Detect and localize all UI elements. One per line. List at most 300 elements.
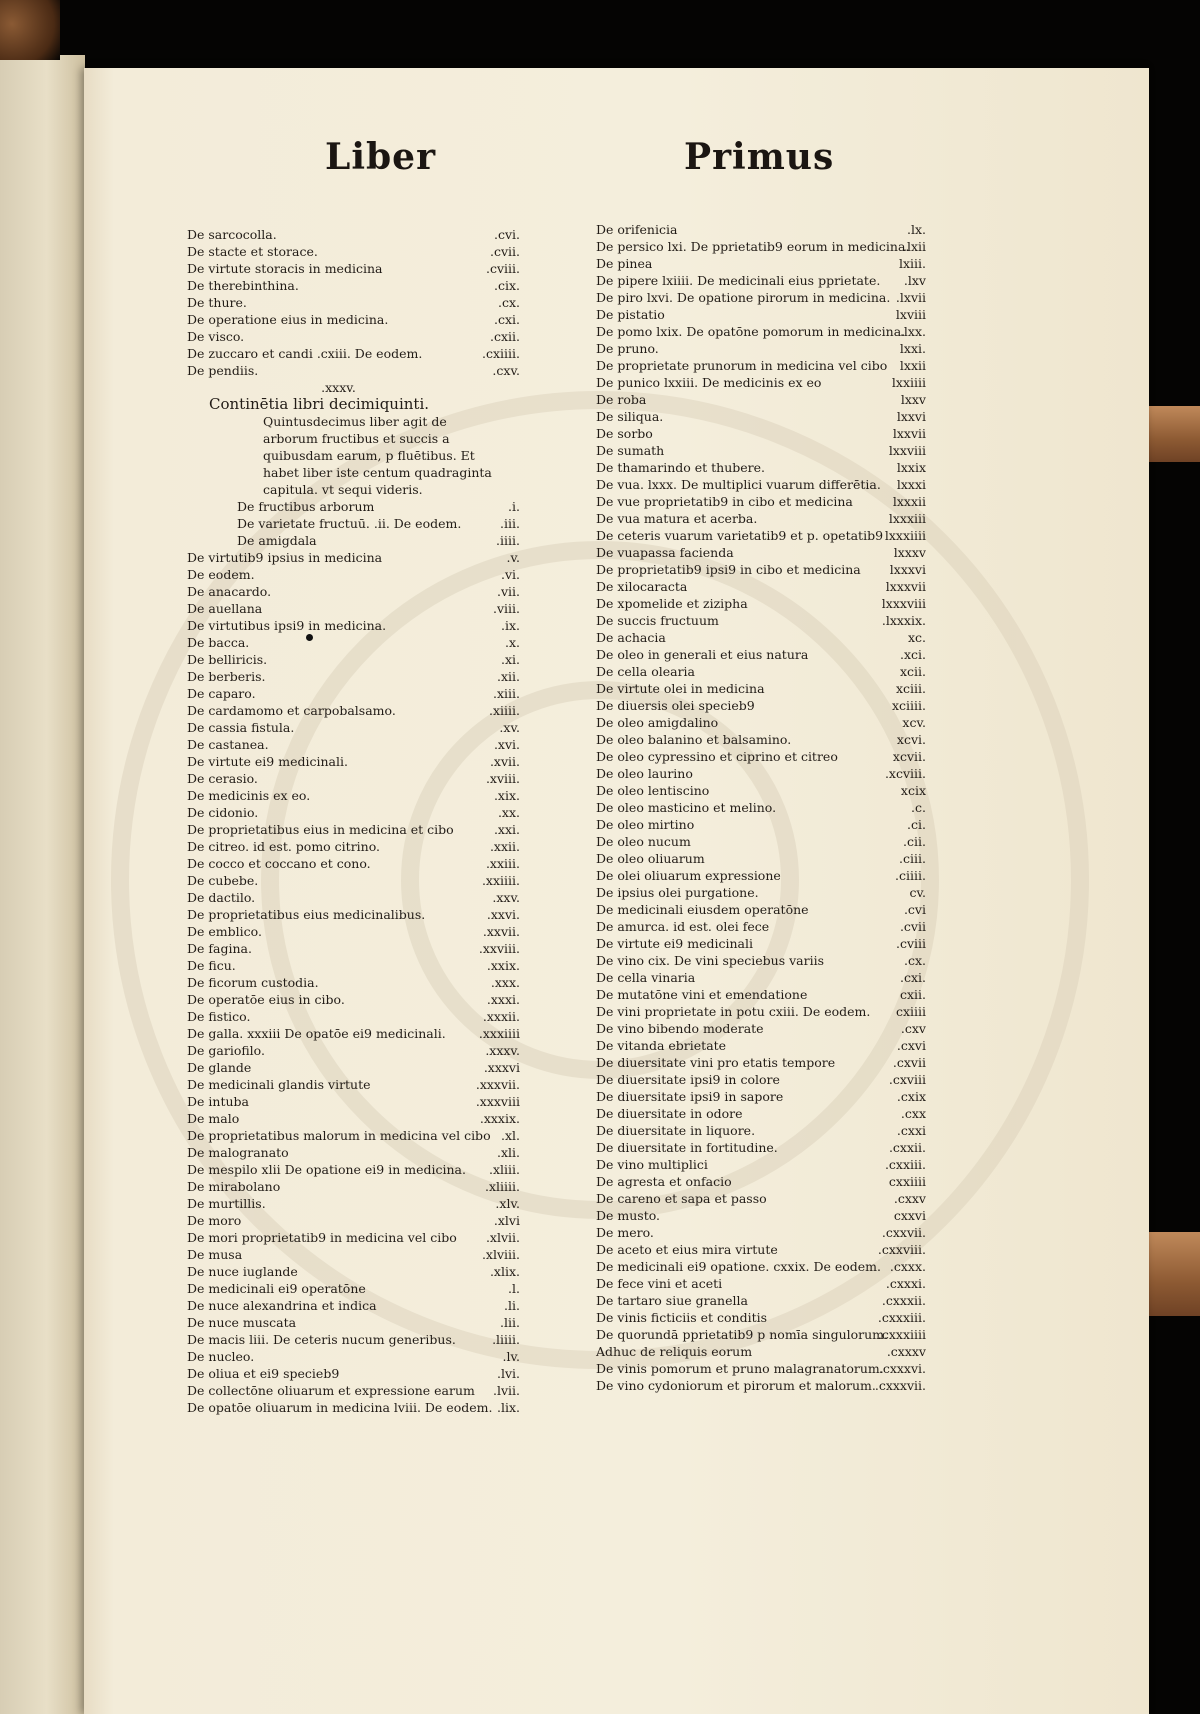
- list-item: [596, 476, 926, 493]
- entry-title: De virtutib9 ipsius in medicina: [187, 550, 383, 565]
- entry-number: .cix.: [494, 278, 520, 293]
- entry-title: De thure.: [187, 295, 247, 310]
- list-item: [596, 1088, 926, 1105]
- list-item: [596, 255, 926, 272]
- entry-number: lxxvii: [892, 426, 926, 441]
- entry-number: .iiii.: [496, 533, 520, 548]
- entry-number: .xxx.: [490, 975, 520, 990]
- entry-number: lxxix: [896, 460, 926, 475]
- entry-title: De dactilo.: [187, 890, 256, 905]
- list-item: [596, 1122, 926, 1139]
- list-item: [596, 1139, 926, 1156]
- list-item: [596, 1071, 926, 1088]
- list-item: [187, 1008, 520, 1025]
- entry-number: .i.: [508, 499, 520, 514]
- entry-number: .lvii.: [492, 1383, 520, 1398]
- right-column-item-list: [596, 221, 926, 1394]
- entry-number: lxxxi: [896, 477, 926, 492]
- entry-title: De berberis.: [187, 669, 266, 684]
- entry-title: De opatōe oliuarum in medicina lviii. De eodem.: [187, 1400, 493, 1415]
- entry-title: De oliua et ei9 specieb9: [187, 1366, 340, 1381]
- entry-title: De vitanda ebrietate: [596, 1038, 727, 1053]
- entry-title: De oleo laurino: [596, 766, 693, 781]
- entry-title: De vua. lxxx. De multiplici vuarum differētia.: [596, 477, 881, 492]
- list-item: [596, 969, 926, 986]
- list-item: [596, 646, 926, 663]
- entry-number: .xxxviii: [475, 1094, 520, 1109]
- entry-number: .xlvii.: [485, 1230, 520, 1245]
- left-column-top-list: [187, 226, 520, 379]
- list-item: [187, 940, 520, 957]
- list-item: [596, 1207, 926, 1224]
- entry-number: .cxxiii.: [884, 1157, 926, 1172]
- entry-title: De mutatōne vini et emendatione: [596, 987, 808, 1002]
- list-item: [187, 787, 520, 804]
- entry-number: .cxxxi.: [885, 1276, 926, 1291]
- list-item: [187, 1331, 520, 1348]
- list-item: [187, 1127, 520, 1144]
- entry-number: .xii.: [497, 669, 520, 684]
- entry-title: De xilocaracta: [596, 579, 688, 594]
- entry-title: De medicinali glandis virtute: [187, 1077, 371, 1092]
- entry-number: .cxix: [896, 1089, 926, 1104]
- entry-number: .xxix.: [486, 958, 520, 973]
- entry-title: De cassia fistula.: [187, 720, 295, 735]
- list-item: [187, 838, 520, 855]
- entry-number: .cii.: [903, 834, 926, 849]
- list-item: [596, 1258, 926, 1275]
- list-item: [187, 311, 520, 328]
- entry-title: De macis liii. De ceteris nucum generibus.: [187, 1332, 456, 1347]
- entry-title: De pipere lxiiii. De medicinali eius pprietate.: [596, 273, 881, 288]
- list-item: [187, 974, 520, 991]
- entry-title: De galla. xxxiii De opatōe ei9 medicinali.: [187, 1026, 446, 1041]
- entry-number: lxxxvii: [885, 579, 926, 594]
- entry-title: De medicinali eiusdem operatōne: [596, 902, 809, 917]
- list-item: [187, 804, 520, 821]
- entry-title: De oleo oliuarum: [596, 851, 705, 866]
- entry-title: De fructibus arborum: [237, 499, 375, 514]
- list-item: [596, 408, 926, 425]
- entry-title: De bacca.: [187, 635, 250, 650]
- list-item: [187, 566, 520, 583]
- entry-title: De gariofilo.: [187, 1043, 265, 1058]
- list-item: [187, 226, 520, 243]
- list-item: [187, 1280, 520, 1297]
- entry-number: .xli.: [497, 1145, 520, 1160]
- entry-title: De pendiis.: [187, 363, 259, 378]
- list-item: [187, 1382, 520, 1399]
- list-item: [187, 1042, 520, 1059]
- entry-number: cxii.: [899, 987, 926, 1002]
- header-primus: Primus: [684, 136, 835, 178]
- list-item: [596, 935, 926, 952]
- list-item: [187, 600, 520, 617]
- entry-title: De medicinali ei9 opatione. cxxix. De eodem.: [596, 1259, 881, 1274]
- list-item: [596, 884, 926, 901]
- contents-paragraph: Quintusdecimus liber agit de arborum fructibus et succis a quibusdam earum, p fluētibus. Et habet liber iste centum quadraginta capitula. vt sequi videris.: [263, 414, 492, 497]
- list-item: [596, 1105, 926, 1122]
- list-item: [596, 782, 926, 799]
- entry-title: De ficorum custodia.: [187, 975, 319, 990]
- entry-title: De vue proprietatib9 in cibo et medicina: [596, 494, 853, 509]
- entry-title: De vino multiplici: [596, 1157, 708, 1172]
- entry-title: De proprietatibus eius in medicina et cibo: [187, 822, 454, 837]
- entry-title: De oleo nucum: [596, 834, 691, 849]
- list-item: [187, 923, 520, 940]
- list-item: [596, 1054, 926, 1071]
- entry-number: .lix.: [497, 1400, 520, 1415]
- entry-number: xcii.: [899, 664, 926, 679]
- list-item: [187, 821, 520, 838]
- list-item: [187, 770, 520, 787]
- entry-title: De thamarindo et thubere.: [596, 460, 766, 475]
- entry-number: cxxvi: [893, 1208, 926, 1223]
- list-item: [187, 243, 520, 260]
- entry-number: .xl.: [501, 1128, 520, 1143]
- entry-number: xcix: [900, 783, 926, 798]
- entry-title: De sumath: [596, 443, 665, 458]
- entry-number: .xxxii.: [482, 1009, 520, 1024]
- list-item: [596, 901, 926, 918]
- entry-number: .xlix.: [489, 1264, 520, 1279]
- entry-number: .cxvi: [896, 1038, 926, 1053]
- list-item: [187, 1178, 520, 1195]
- list-item: [187, 685, 520, 702]
- list-item: [596, 680, 926, 697]
- list-item: [596, 1309, 926, 1326]
- list-item: [187, 515, 520, 532]
- entry-title: De nuce alexandrina et indica: [187, 1298, 377, 1313]
- entry-title: De punico lxxiii. De medicinis ex eo: [596, 375, 822, 390]
- entry-title: De murtillis.: [187, 1196, 266, 1211]
- entry-number: lxxviii: [888, 443, 926, 458]
- entry-number: .xxi.: [493, 822, 520, 837]
- list-item: [596, 510, 926, 527]
- entry-title: De diuersitate ipsi9 in sapore: [596, 1089, 784, 1104]
- entry-title: De amigdala: [237, 533, 317, 548]
- entry-title: De nuce muscata: [187, 1315, 297, 1330]
- entry-number: .lvi.: [496, 1366, 520, 1381]
- entry-number: lxxiiii: [891, 375, 926, 390]
- entry-number: lxxxiii: [888, 511, 926, 526]
- entry-title: De cerasio.: [187, 771, 258, 786]
- list-item: [187, 1246, 520, 1263]
- entry-number: .xxxiiii: [478, 1026, 520, 1041]
- entry-title: De tartaro siue granella: [596, 1293, 748, 1308]
- entry-title: De medicinis ex eo.: [187, 788, 311, 803]
- list-item: [187, 651, 520, 668]
- entry-title: De agresta et onfacio: [596, 1174, 732, 1189]
- entry-number: .lxx.: [899, 324, 926, 339]
- list-item: [187, 498, 520, 515]
- entry-title: De nucleo.: [187, 1349, 255, 1364]
- entry-number: .xxiii.: [485, 856, 520, 871]
- entry-title: De vino cydoniorum et pirorum et malorum.: [596, 1378, 876, 1393]
- entry-title: De achacia: [596, 630, 666, 645]
- ink-dot: [306, 634, 313, 641]
- list-item: [596, 1292, 926, 1309]
- list-item: [596, 850, 926, 867]
- entry-title: Adhuc de reliquis eorum: [596, 1344, 753, 1359]
- entry-title: De oleo mirtino: [596, 817, 695, 832]
- entry-number: .xvii.: [489, 754, 520, 769]
- list-item: [596, 561, 926, 578]
- list-item: [596, 340, 926, 357]
- entry-title: De vua matura et acerba.: [596, 511, 758, 526]
- entry-title: De proprietatibus malorum in medicina vel cibo: [187, 1128, 491, 1143]
- list-item: [596, 527, 926, 544]
- entry-number: .lii.: [500, 1315, 520, 1330]
- entry-number: .xlvi: [493, 1213, 520, 1228]
- entry-number: cxiiii: [895, 1004, 926, 1019]
- entry-number: .xliii.: [489, 1162, 520, 1177]
- entry-title: De emblico.: [187, 924, 262, 939]
- entry-title: De diuersitate in fortitudine.: [596, 1140, 778, 1155]
- entry-title: De oleo cypressino et ciprino et citreo: [596, 749, 838, 764]
- list-item: [187, 583, 520, 600]
- list-item: [187, 1212, 520, 1229]
- entry-number: lxxvi: [896, 409, 926, 424]
- list-item: [596, 544, 926, 561]
- entry-number: .lx.: [907, 222, 926, 237]
- left-page-edge: [0, 55, 85, 1714]
- entry-number: xciii.: [895, 681, 926, 696]
- entry-number: .cxi.: [900, 970, 926, 985]
- entry-number: .xxii.: [489, 839, 520, 854]
- entry-title: De zuccaro et candi .cxiii. De eodem.: [187, 346, 423, 361]
- list-item: [187, 294, 520, 311]
- list-item: [596, 357, 926, 374]
- entry-title: De virtutibus ipsi9 in medicina.: [187, 618, 387, 633]
- entry-number: .xx.: [497, 805, 520, 820]
- entry-number: .xvi.: [493, 737, 520, 752]
- entry-number: .x.: [505, 635, 520, 650]
- entry-number: lxxxv: [893, 545, 926, 560]
- entry-number: .cxxxiiii: [877, 1327, 926, 1342]
- entry-title: De roba: [596, 392, 647, 407]
- entry-title: De siliqua.: [596, 409, 664, 424]
- entry-title: De medicinali ei9 operatōne: [187, 1281, 366, 1296]
- entry-number: .cvi.: [493, 227, 520, 242]
- entry-title: De sorbo: [596, 426, 653, 441]
- entry-number: .cxiiii.: [482, 346, 520, 361]
- entry-number: .xlviii.: [481, 1247, 520, 1262]
- entry-title: De oleo amigdalino: [596, 715, 719, 730]
- entry-title: De piro lxvi. De opatione pirorum in medicina.: [596, 290, 891, 305]
- entry-title: De intuba: [187, 1094, 249, 1109]
- entry-title: De amurca. id est. olei fece: [596, 919, 770, 934]
- entry-title: De therebinthina.: [187, 278, 299, 293]
- list-item: [596, 221, 926, 238]
- list-item: [596, 578, 926, 595]
- list-item: [596, 374, 926, 391]
- entry-title: De operatōe eius in cibo.: [187, 992, 345, 1007]
- entry-number: lxiii.: [898, 256, 926, 271]
- list-item: [187, 889, 520, 906]
- entry-title: De fistico.: [187, 1009, 251, 1024]
- entry-title: De citreo. id est. pomo citrino.: [187, 839, 380, 854]
- list-item: [596, 952, 926, 969]
- entry-number: xcv.: [902, 715, 926, 730]
- list-item: [596, 442, 926, 459]
- list-item: [187, 549, 520, 566]
- list-item: [596, 1037, 926, 1054]
- list-item: [187, 532, 520, 549]
- list-item: [187, 668, 520, 685]
- entry-number: .xxxi.: [486, 992, 520, 1007]
- entry-number: .lxv: [903, 273, 926, 288]
- entry-title: De diuersitate in liquore.: [596, 1123, 756, 1138]
- list-item: [596, 816, 926, 833]
- entry-title: De malogranato: [187, 1145, 289, 1160]
- list-item: [596, 1326, 926, 1343]
- list-item: [596, 748, 926, 765]
- list-item: [187, 1348, 520, 1365]
- entry-number: cxxiiii: [888, 1174, 926, 1189]
- list-item: [187, 1110, 520, 1127]
- list-item: [187, 277, 520, 294]
- entry-number: .v.: [506, 550, 520, 565]
- entry-number: .xxxix.: [479, 1111, 520, 1126]
- list-item: [187, 617, 520, 634]
- list-item: [187, 991, 520, 1008]
- list-item: [596, 867, 926, 884]
- entry-title: De ficu.: [187, 958, 236, 973]
- entry-number: .cvii.: [489, 244, 520, 259]
- entry-title: De mespilo xlii De opatione ei9 in medicina.: [187, 1162, 466, 1177]
- list-item: [596, 765, 926, 782]
- entry-title: De oleo balanino et balsamino.: [596, 732, 792, 747]
- entry-title: De ipsius olei purgatione.: [596, 885, 759, 900]
- list-item: [596, 1003, 926, 1020]
- chapter-number: .xxxv.: [321, 380, 356, 395]
- entry-title: De auellana: [187, 601, 263, 616]
- entry-number: .cxv.: [492, 363, 520, 378]
- entry-number: .cxvii: [892, 1055, 926, 1070]
- entry-title: De nuce iuglande: [187, 1264, 298, 1279]
- entry-number: .viii.: [492, 601, 520, 616]
- list-item: [187, 1195, 520, 1212]
- entry-number: .cxviii: [888, 1072, 926, 1087]
- entry-title: De cella olearia: [596, 664, 696, 679]
- entry-title: De belliricis.: [187, 652, 268, 667]
- list-item: [596, 918, 926, 935]
- list-item: [596, 323, 926, 340]
- list-item: [596, 1275, 926, 1292]
- list-item: [596, 459, 926, 476]
- entry-title: De olei oliuarum expressione: [596, 868, 781, 883]
- entry-number: lxxxiiii: [884, 528, 926, 543]
- entry-number: .cxi.: [494, 312, 520, 327]
- entry-title: De cubebe.: [187, 873, 259, 888]
- entry-title: De persico lxi. De pprietatib9 eorum in medicina.: [596, 239, 910, 254]
- entry-title: De fece vini et aceti: [596, 1276, 723, 1291]
- entry-title: De visco.: [187, 329, 245, 344]
- entry-number: cv.: [909, 885, 926, 900]
- entry-title: De vini proprietate in potu cxiii. De eodem.: [596, 1004, 871, 1019]
- list-item: [187, 906, 520, 923]
- entry-number: .xlv.: [495, 1196, 520, 1211]
- list-item: [596, 612, 926, 629]
- entry-number: .vi.: [500, 567, 520, 582]
- list-item: [187, 1059, 520, 1076]
- entry-title: De fagina.: [187, 941, 252, 956]
- entry-number: .ciiii.: [895, 868, 926, 883]
- list-item: [596, 833, 926, 850]
- list-item: [187, 753, 520, 770]
- list-item: [187, 1229, 520, 1246]
- entry-title: De pruno.: [596, 341, 659, 356]
- entry-number: xc.: [907, 630, 926, 645]
- list-item: [596, 289, 926, 306]
- list-item: [596, 595, 926, 612]
- entry-title: De diuersitate ipsi9 in colore: [596, 1072, 780, 1087]
- list-item: [187, 1093, 520, 1110]
- entry-title: De xpomelide et zizipha: [596, 596, 748, 611]
- entry-number: .cviii: [895, 936, 926, 951]
- list-item: [596, 1020, 926, 1037]
- entry-title: De proprietatib9 ipsi9 in cibo et medicina: [596, 562, 861, 577]
- entry-title: De vuapassa facienda: [596, 545, 734, 560]
- entry-title: De diuersitate in odore: [596, 1106, 743, 1121]
- entry-number: .xv.: [499, 720, 520, 735]
- entry-number: lxxii: [899, 358, 926, 373]
- entry-number: lxxxvi: [889, 562, 926, 577]
- entry-number: lxxv: [900, 392, 926, 407]
- entry-number: .l.: [508, 1281, 520, 1296]
- entry-title: De glande: [187, 1060, 252, 1075]
- list-item: [596, 799, 926, 816]
- list-item: [596, 629, 926, 646]
- entry-number: .cxxxii.: [881, 1293, 926, 1308]
- entry-number: .lv.: [502, 1349, 520, 1364]
- entry-number: lxxxii: [892, 494, 926, 509]
- list-item: [187, 855, 520, 872]
- entry-number: .ciii.: [899, 851, 926, 866]
- list-item: [596, 391, 926, 408]
- list-item: [596, 1190, 926, 1207]
- entry-title: De mirabolano: [187, 1179, 281, 1194]
- list-item: [187, 1297, 520, 1314]
- list-item: [596, 1241, 926, 1258]
- leather-tab-lower: [1148, 1232, 1200, 1316]
- entry-number: .xxxvii.: [475, 1077, 520, 1092]
- entry-title: De cidonio.: [187, 805, 259, 820]
- entry-number: .xxiiii.: [481, 873, 520, 888]
- entry-number: xciiii.: [891, 698, 926, 713]
- entry-number: xcvii.: [892, 749, 926, 764]
- list-item: [187, 719, 520, 736]
- entry-number: .xix.: [493, 788, 520, 803]
- entry-title: De malo: [187, 1111, 240, 1126]
- list-item: [596, 1173, 926, 1190]
- list-item: [596, 1343, 926, 1360]
- entry-title: De anacardo.: [187, 584, 272, 599]
- entry-number: .cxv: [900, 1021, 926, 1036]
- entry-title: De vino cix. De vini speciebus variis: [596, 953, 825, 968]
- entry-title: De succis fructuum: [596, 613, 719, 628]
- entry-number: .xci.: [900, 647, 926, 662]
- entry-number: .xviii.: [485, 771, 520, 786]
- entry-number: lxviii: [895, 307, 926, 322]
- entry-title: De proprietatibus eius medicinalibus.: [187, 907, 426, 922]
- entry-title: De pinea: [596, 256, 653, 271]
- entry-number: .xcviii.: [884, 766, 926, 781]
- list-item: [596, 1377, 926, 1394]
- entry-title: De careno et sapa et passo: [596, 1191, 767, 1206]
- entry-title: De oleo lentiscino: [596, 783, 710, 798]
